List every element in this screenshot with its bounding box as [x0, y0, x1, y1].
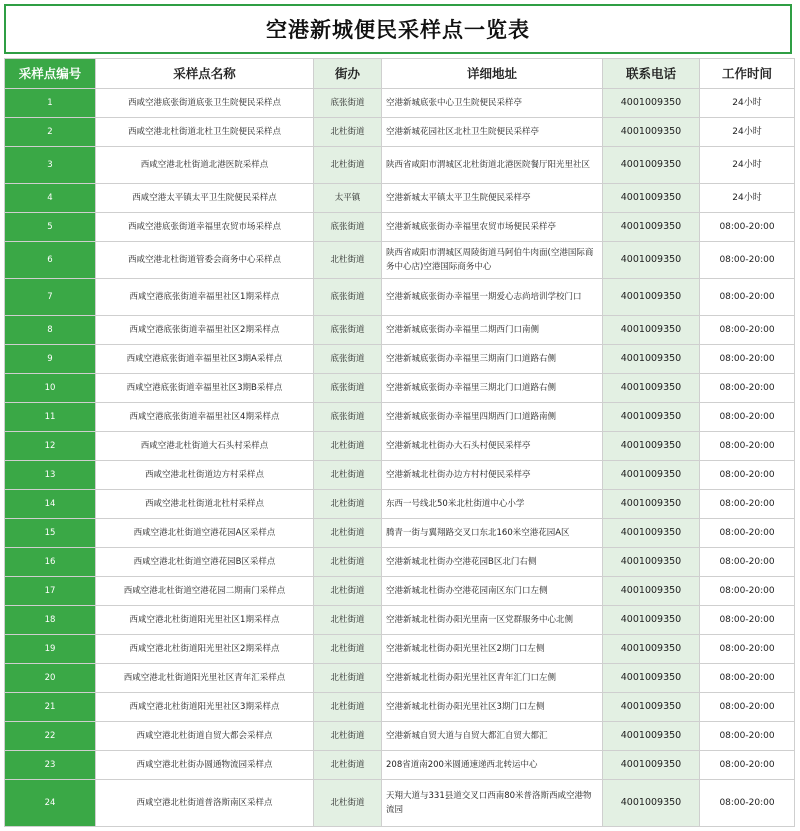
- header-hours: 工作时间: [700, 59, 795, 89]
- cell-site-name: 西咸空港北杜街道自贸大都会采样点: [96, 722, 314, 751]
- cell-hours: 08:00-20:00: [700, 664, 795, 693]
- cell-site-no: 15: [5, 519, 96, 548]
- cell-site-name: 西咸空港北杜街道阳光里社区青年汇采样点: [96, 664, 314, 693]
- cell-site-no: 16: [5, 548, 96, 577]
- cell-phone: 4001009350: [603, 374, 700, 403]
- cell-site-name: 西咸空港北杜街道管委会商务中心采样点: [96, 242, 314, 279]
- cell-site-no: 12: [5, 432, 96, 461]
- cell-address: 空港新城北杜街办大石头村便民采样亭: [382, 432, 603, 461]
- cell-site-no: 2: [5, 118, 96, 147]
- cell-site-no: 24: [5, 780, 96, 827]
- cell-hours: 08:00-20:00: [700, 519, 795, 548]
- cell-street: 北杜街道: [314, 693, 382, 722]
- cell-phone: 4001009350: [603, 722, 700, 751]
- header-phone: 联系电话: [603, 59, 700, 89]
- cell-street: 北杜街道: [314, 548, 382, 577]
- table-row: [5, 490, 795, 519]
- cell-site-no: 5: [5, 213, 96, 242]
- cell-hours: 08:00-20:00: [700, 242, 795, 279]
- cell-site-name: 西咸空港底张街道底张卫生院便民采样点: [96, 89, 314, 118]
- cell-address: 陕西省咸阳市渭城区北杜街道北港医院餐厅阳光里社区: [382, 147, 603, 184]
- cell-phone: 4001009350: [603, 213, 700, 242]
- cell-address: 208省道南200米圆通速递西北转运中心: [382, 751, 603, 780]
- cell-site-name: 西咸空港底张街道幸福里社区2期采样点: [96, 316, 314, 345]
- table-row: [5, 548, 795, 577]
- cell-street: 北杜街道: [314, 606, 382, 635]
- cell-site-no: 11: [5, 403, 96, 432]
- table-row: [5, 242, 795, 279]
- cell-site-name: 西咸空港底张街道幸福里社区4期采样点: [96, 403, 314, 432]
- cell-street: 北杜街道: [314, 635, 382, 664]
- cell-address: 空港新城底张街办幸福里一期爱心志尚培训学校门口: [382, 279, 603, 316]
- cell-phone: 4001009350: [603, 635, 700, 664]
- cell-hours: 08:00-20:00: [700, 432, 795, 461]
- table-row: [5, 635, 795, 664]
- cell-phone: 4001009350: [603, 461, 700, 490]
- table-row: [5, 606, 795, 635]
- cell-site-name: 西咸空港北杜街道空港花园A区采样点: [96, 519, 314, 548]
- cell-hours: 08:00-20:00: [700, 635, 795, 664]
- cell-site-no: 19: [5, 635, 96, 664]
- cell-address: 空港新城底张街办幸福里四期西门口道路南侧: [382, 403, 603, 432]
- cell-address: 空港新城北杜街办阳光里社区2期门口左侧: [382, 635, 603, 664]
- cell-site-name: 西咸空港北杜街道普洛斯南区采样点: [96, 780, 314, 827]
- table-row: [5, 316, 795, 345]
- header-street: 街办: [314, 59, 382, 89]
- cell-hours: 08:00-20:00: [700, 279, 795, 316]
- cell-street: 北杜街道: [314, 432, 382, 461]
- cell-site-name: 西咸空港北杜街道空港花园B区采样点: [96, 548, 314, 577]
- cell-address: 空港新城北杜街办空港花园南区东门口左侧: [382, 577, 603, 606]
- table-row: [5, 213, 795, 242]
- cell-hours: 08:00-20:00: [700, 751, 795, 780]
- cell-site-no: 1: [5, 89, 96, 118]
- cell-site-name: 西咸空港北杜街道空港花园二期南门采样点: [96, 577, 314, 606]
- cell-site-no: 4: [5, 184, 96, 213]
- cell-address: 腾青一街与翼翔路交叉口东北160米空港花园A区: [382, 519, 603, 548]
- cell-hours: 08:00-20:00: [700, 780, 795, 827]
- table-row: [5, 722, 795, 751]
- table-row: [5, 780, 795, 827]
- cell-site-no: 3: [5, 147, 96, 184]
- cell-site-name: 西咸空港底张街道幸福里社区3期B采样点: [96, 374, 314, 403]
- cell-site-name: 西咸空港北杜街道阳光里社区1期采样点: [96, 606, 314, 635]
- cell-hours: 08:00-20:00: [700, 490, 795, 519]
- cell-phone: 4001009350: [603, 606, 700, 635]
- cell-phone: 4001009350: [603, 89, 700, 118]
- cell-address: 空港新城花园社区北杜卫生院便民采样亭: [382, 118, 603, 147]
- header-site-name: 采样点名称: [96, 59, 314, 89]
- cell-phone: 4001009350: [603, 184, 700, 213]
- page-title: 空港新城便民采样点一览表: [266, 18, 530, 42]
- cell-site-name: 西咸空港底张街道幸福里社区1期采样点: [96, 279, 314, 316]
- cell-site-name: 西咸空港北杜街道边方村采样点: [96, 461, 314, 490]
- cell-address: 空港新城太平镇太平卫生院便民采样亭: [382, 184, 603, 213]
- cell-address: 空港新城北杜街办边方村村便民采样亭: [382, 461, 603, 490]
- table-row: [5, 432, 795, 461]
- cell-hours: 08:00-20:00: [700, 577, 795, 606]
- cell-hours: 08:00-20:00: [700, 606, 795, 635]
- cell-phone: 4001009350: [603, 432, 700, 461]
- cell-site-no: 23: [5, 751, 96, 780]
- cell-street: 底张街道: [314, 316, 382, 345]
- cell-site-no: 21: [5, 693, 96, 722]
- cell-site-name: 西咸空港北杜街道阳光里社区3期采样点: [96, 693, 314, 722]
- cell-site-name: 西咸空港底张街道幸福里社区3期A采样点: [96, 345, 314, 374]
- cell-hours: 08:00-20:00: [700, 213, 795, 242]
- cell-street: 北杜街道: [314, 780, 382, 827]
- cell-phone: 4001009350: [603, 519, 700, 548]
- cell-address: 空港新城底张中心卫生院便民采样亭: [382, 89, 603, 118]
- cell-address: 空港新城北杜街办阳光里社区3期门口左侧: [382, 693, 603, 722]
- cell-site-name: 西咸空港北杜街道北港医院采样点: [96, 147, 314, 184]
- cell-street: 底张街道: [314, 89, 382, 118]
- table-row: [5, 403, 795, 432]
- cell-phone: 4001009350: [603, 242, 700, 279]
- cell-address: 空港新城底张街办幸福里三期北门口道路右侧: [382, 374, 603, 403]
- table-row: [5, 519, 795, 548]
- cell-street: 北杜街道: [314, 722, 382, 751]
- cell-phone: 4001009350: [603, 345, 700, 374]
- cell-site-no: 7: [5, 279, 96, 316]
- cell-site-name: 西咸空港底张街道幸福里农贸市场采样点: [96, 213, 314, 242]
- table-row: [5, 184, 795, 213]
- cell-street: 北杜街道: [314, 751, 382, 780]
- cell-address: 空港新城北杜街办空港花园B区北门右侧: [382, 548, 603, 577]
- cell-hours: 08:00-20:00: [700, 693, 795, 722]
- cell-hours: 24小时: [700, 118, 795, 147]
- cell-site-no: 14: [5, 490, 96, 519]
- table-row: [5, 279, 795, 316]
- cell-site-name: 西咸空港北杜街办圆通物流园采样点: [96, 751, 314, 780]
- cell-site-no: 13: [5, 461, 96, 490]
- cell-hours: 24小时: [700, 89, 795, 118]
- cell-phone: 4001009350: [603, 147, 700, 184]
- cell-site-no: 10: [5, 374, 96, 403]
- table-row: [5, 374, 795, 403]
- cell-street: 北杜街道: [314, 461, 382, 490]
- cell-address: 空港新城底张街办幸福里三期南门口道路右侧: [382, 345, 603, 374]
- cell-hours: 08:00-20:00: [700, 403, 795, 432]
- cell-site-name: 西咸空港北杜街道大石头村采样点: [96, 432, 314, 461]
- title-box: [4, 4, 792, 54]
- header-row: [5, 59, 795, 89]
- cell-site-name: 西咸空港北杜街道阳光里社区2期采样点: [96, 635, 314, 664]
- cell-phone: 4001009350: [603, 316, 700, 345]
- cell-street: 北杜街道: [314, 664, 382, 693]
- cell-site-no: 17: [5, 577, 96, 606]
- header-address: 详细地址: [382, 59, 603, 89]
- header-site-no: 采样点编号: [5, 59, 96, 89]
- cell-street: 北杜街道: [314, 490, 382, 519]
- cell-phone: 4001009350: [603, 490, 700, 519]
- cell-phone: 4001009350: [603, 751, 700, 780]
- cell-site-name: 西咸空港太平镇太平卫生院便民采样点: [96, 184, 314, 213]
- cell-street: 北杜街道: [314, 242, 382, 279]
- cell-hours: 24小时: [700, 184, 795, 213]
- cell-address: 空港新城自贸大道与自贸大都汇自贸大都汇: [382, 722, 603, 751]
- table-row: [5, 664, 795, 693]
- table-body: [5, 89, 795, 827]
- table-row: [5, 147, 795, 184]
- cell-hours: 08:00-20:00: [700, 345, 795, 374]
- table-row: [5, 751, 795, 780]
- cell-hours: 24小时: [700, 147, 795, 184]
- table-row: [5, 89, 795, 118]
- cell-site-no: 9: [5, 345, 96, 374]
- cell-hours: 08:00-20:00: [700, 316, 795, 345]
- cell-phone: 4001009350: [603, 548, 700, 577]
- cell-address: 陕西省咸阳市渭城区周陵街道马阿伯牛肉面(空港国际商务中心店)空港国际商务中心: [382, 242, 603, 279]
- cell-street: 北杜街道: [314, 577, 382, 606]
- table-row: [5, 461, 795, 490]
- cell-street: 底张街道: [314, 279, 382, 316]
- cell-phone: 4001009350: [603, 403, 700, 432]
- cell-hours: 08:00-20:00: [700, 374, 795, 403]
- cell-site-name: 西咸空港北杜街道北杜卫生院便民采样点: [96, 118, 314, 147]
- cell-phone: 4001009350: [603, 780, 700, 827]
- cell-site-no: 8: [5, 316, 96, 345]
- cell-address: 空港新城北杜街办阳光里南一区党群服务中心北侧: [382, 606, 603, 635]
- cell-phone: 4001009350: [603, 693, 700, 722]
- cell-street: 底张街道: [314, 403, 382, 432]
- cell-site-name: 西咸空港北杜街道北杜村采样点: [96, 490, 314, 519]
- cell-address: 天翔大道与331县道交叉口西南80米普洛斯西咸空港物流园: [382, 780, 603, 827]
- cell-hours: 08:00-20:00: [700, 548, 795, 577]
- cell-phone: 4001009350: [603, 118, 700, 147]
- cell-site-no: 22: [5, 722, 96, 751]
- table-row: [5, 577, 795, 606]
- cell-phone: 4001009350: [603, 279, 700, 316]
- cell-street: 底张街道: [314, 345, 382, 374]
- cell-street: 北杜街道: [314, 147, 382, 184]
- cell-address: 空港新城底张街办幸福里二期西门口南侧: [382, 316, 603, 345]
- cell-site-no: 6: [5, 242, 96, 279]
- sampling-sites-table: [4, 58, 795, 827]
- table-row: [5, 345, 795, 374]
- cell-street: 北杜街道: [314, 118, 382, 147]
- cell-address: 东西一号线北50米北杜街道中心小学: [382, 490, 603, 519]
- cell-site-no: 20: [5, 664, 96, 693]
- cell-street: 底张街道: [314, 374, 382, 403]
- cell-address: 空港新城北杜街办阳光里社区青年汇门口左侧: [382, 664, 603, 693]
- table-row: [5, 118, 795, 147]
- cell-street: 北杜街道: [314, 519, 382, 548]
- cell-hours: 08:00-20:00: [700, 461, 795, 490]
- cell-phone: 4001009350: [603, 577, 700, 606]
- table-row: [5, 693, 795, 722]
- cell-street: 底张街道: [314, 213, 382, 242]
- cell-street: 太平镇: [314, 184, 382, 213]
- cell-phone: 4001009350: [603, 664, 700, 693]
- cell-address: 空港新城底张街办幸福里农贸市场便民采样亭: [382, 213, 603, 242]
- cell-hours: 08:00-20:00: [700, 722, 795, 751]
- cell-site-no: 18: [5, 606, 96, 635]
